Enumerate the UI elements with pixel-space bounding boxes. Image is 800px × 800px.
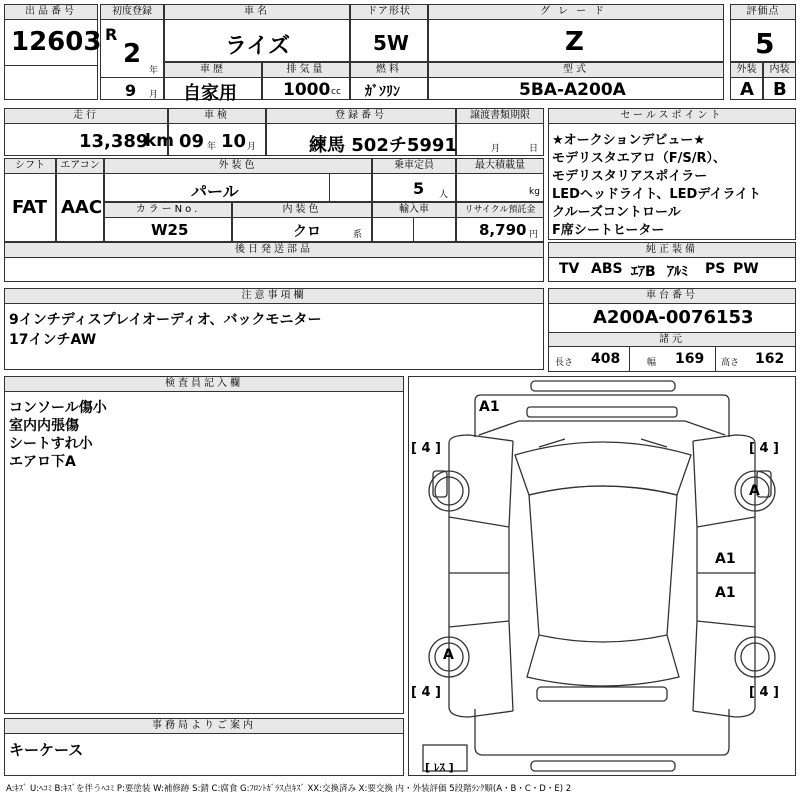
max-load-label: 最大積載量 xyxy=(457,159,543,174)
car-outline-svg xyxy=(409,377,795,775)
legend: A:ｷｽﾞ U:ﾍｺﾐ B:ｷｽﾞを伴うﾍｺﾐ P:要塗装 W:補修跡 S:錆 C:腐食 G:ﾌﾛﾝﾄｶﾞﾗｽ点ｷｽﾞ XX:交換済み X:要交換 内・外装評価 5段階ﾗﾝｸ順(A・B・C・D・E) 2 xyxy=(6,784,572,794)
mileage-label: 走行 xyxy=(5,109,167,124)
notes-box xyxy=(4,288,544,370)
inspection-year: 09 xyxy=(179,131,205,152)
displacement-unit: cc xyxy=(331,87,341,97)
aircon-value: AAC xyxy=(61,197,103,218)
sales-point-line: クルーズコントロール xyxy=(552,205,681,220)
capacity-label: 乗車定員 xyxy=(373,159,455,174)
fuel-value: ｶﾞｿﾘﾝ xyxy=(365,84,400,100)
score-label: 評価点 xyxy=(731,5,795,20)
transfer-label: 譲渡書類期限 xyxy=(457,109,543,124)
dims-length: 408 xyxy=(591,351,621,367)
displacement-box xyxy=(262,62,350,100)
displacement-label: 排気量 xyxy=(263,63,349,78)
history-box xyxy=(164,62,262,104)
model-value: 5BA-A200A xyxy=(519,80,626,100)
inspector-line: コンソール傷小 xyxy=(9,400,107,416)
sales-points-box xyxy=(548,108,796,240)
dims-height-label: 高さ xyxy=(721,358,740,368)
first-reg-label: 初度登録 xyxy=(101,5,163,20)
lot-number: 12603 xyxy=(11,27,102,57)
fuel-box xyxy=(350,62,428,100)
tire-depth-front-left: [ 4 ] xyxy=(411,441,441,456)
sales-points-label: セールスポイント xyxy=(549,109,795,124)
recycle-label: リサイクル預託金 xyxy=(457,203,543,218)
inspection-box xyxy=(168,108,266,156)
ext-color-value: パール xyxy=(191,182,239,201)
sales-point-line: ★オークションデビュー★ xyxy=(552,133,706,148)
first-reg-month: 9 xyxy=(125,81,137,100)
inspector-box xyxy=(4,376,404,714)
mark-rear-door-right: A1 xyxy=(715,585,736,601)
sales-point-line: モデリスタエアロ（F/S/R）、 xyxy=(552,151,726,166)
office-value: キーケース xyxy=(9,741,84,759)
int-color-value: クロ xyxy=(293,224,321,240)
first-reg-box xyxy=(100,4,164,100)
mark-door-right: A1 xyxy=(715,551,736,567)
later-parts-label: 後日発送部品 xyxy=(5,243,543,258)
recycle-unit: 円 xyxy=(529,230,539,240)
equipment-item: PW xyxy=(733,261,759,277)
first-reg-month-unit: 月 xyxy=(149,90,159,100)
sales-point-line: F席シートヒーター xyxy=(552,223,665,238)
mileage-value: 13,389 xyxy=(79,131,149,152)
displacement-value: 1000 xyxy=(283,80,331,100)
chassis-value: A200A-0076153 xyxy=(593,307,754,328)
first-reg-era: R xyxy=(105,25,118,44)
inspection-year-unit: 年 xyxy=(207,142,217,152)
equipment-item: ｴｱB xyxy=(631,264,656,280)
recycle-value: 8,790 xyxy=(479,221,527,239)
spare-tire: [ ﾚｽ ] xyxy=(425,761,454,774)
shift-value: FAT xyxy=(12,197,48,218)
equipment-item: ABS xyxy=(591,261,623,277)
later-parts-box xyxy=(4,242,544,282)
office-label: 事務局よりご案内 xyxy=(5,719,403,734)
office-box xyxy=(4,718,404,776)
import-label: 輸入車 xyxy=(373,203,455,218)
mark-tire-rear-left: A xyxy=(443,647,454,663)
capacity-unit: 人 xyxy=(439,190,449,200)
dims-label: 諸元 xyxy=(549,332,795,347)
registration-value: 練馬 502チ5991 xyxy=(309,135,457,156)
registration-box xyxy=(266,108,456,156)
door-box xyxy=(350,4,428,62)
interior-value: B xyxy=(773,79,787,100)
dims-width: 169 xyxy=(675,351,705,367)
color-no-value: W25 xyxy=(151,221,189,239)
inspector-line: シートすれ小 xyxy=(9,436,93,452)
first-reg-year: 2 xyxy=(123,39,142,69)
exterior-label: 外装 xyxy=(731,63,762,78)
tire-depth-front-right: [ 4 ] xyxy=(749,441,779,456)
color-no-box xyxy=(104,202,232,242)
transfer-box xyxy=(456,108,544,156)
tire-depth-rear-left: [ 4 ] xyxy=(411,685,441,700)
door-value: 5W xyxy=(373,31,409,55)
inspection-month: 10 xyxy=(221,131,247,152)
inspection-label: 車検 xyxy=(169,109,265,124)
fuel-label: 燃料 xyxy=(351,63,427,78)
car-name-box xyxy=(164,4,350,62)
max-load-box xyxy=(456,158,544,202)
car-diagram xyxy=(408,376,796,776)
equipment-item: TV xyxy=(559,261,580,277)
lot-label: 出品番号 xyxy=(5,5,97,20)
model-box xyxy=(428,62,724,100)
color-no-label: カラーNo. xyxy=(105,203,231,218)
exterior-value: A xyxy=(740,79,754,100)
car-name-value: ライズ xyxy=(225,34,291,59)
equipment-box xyxy=(548,242,796,282)
import-box xyxy=(372,202,456,242)
int-color-label: 内装色 xyxy=(233,203,371,218)
grade-box xyxy=(428,4,724,62)
equipment-item: PS xyxy=(705,261,726,277)
capacity-value: 5 xyxy=(413,179,425,198)
equipment-label: 純正装備 xyxy=(549,243,795,258)
score-value: 5 xyxy=(755,27,775,60)
score-box xyxy=(730,4,796,62)
grade-label: グレード xyxy=(429,5,723,20)
recycle-box xyxy=(456,202,544,242)
mileage-box xyxy=(4,108,175,156)
mark-tire-front-right: A xyxy=(749,483,760,499)
mark-front: A1 xyxy=(479,399,500,415)
dims-height: 162 xyxy=(755,351,785,367)
shift-label: シフト xyxy=(5,159,55,174)
notes-line: 17インチAW xyxy=(9,332,97,348)
car-name-label: 車名 xyxy=(165,5,349,20)
shift-box xyxy=(4,158,56,242)
grade-value: Z xyxy=(565,27,584,57)
int-color-unit: 系 xyxy=(353,230,363,240)
inspector-label: 検査員記入欄 xyxy=(5,377,403,392)
dims-length-label: 長さ xyxy=(555,358,574,368)
tire-depth-rear-right: [ 4 ] xyxy=(749,685,779,700)
history-value: 自家用 xyxy=(183,83,237,104)
inspector-line: 室内内張傷 xyxy=(9,418,79,434)
chassis-box xyxy=(548,288,796,372)
aircon-box xyxy=(56,158,104,242)
mileage-unit: km xyxy=(145,131,175,151)
sales-point-line: LEDヘッドライト、LEDデイライト xyxy=(552,187,762,202)
ext-color-label: 外装色 xyxy=(105,159,371,174)
interior-label: 内装 xyxy=(764,63,795,78)
int-color-box xyxy=(232,202,372,242)
notes-line: 9インチディスプレイオーディオ、バックモニター xyxy=(9,312,322,328)
first-reg-year-unit: 年 xyxy=(149,66,159,76)
registration-label: 登録番号 xyxy=(267,109,455,124)
inspector-line: エアロ下A xyxy=(9,454,76,470)
transfer-month-unit: 月 xyxy=(491,144,501,154)
interior-box xyxy=(763,62,796,100)
chassis-label: 車台番号 xyxy=(549,289,795,304)
transfer-day-unit: 日 xyxy=(529,144,539,154)
ext-color-box xyxy=(104,158,372,202)
aircon-label: エアコン xyxy=(57,159,103,174)
exterior-box xyxy=(730,62,763,100)
inspection-month-unit: 月 xyxy=(247,142,257,152)
max-load-unit: kg xyxy=(529,187,540,197)
capacity-box xyxy=(372,158,456,202)
dims-width-label: 幅 xyxy=(647,358,657,368)
equipment-item: ｱﾙﾐ xyxy=(667,264,688,280)
door-label: ドア形状 xyxy=(351,5,427,20)
lot-box xyxy=(4,4,102,100)
history-label: 車歴 xyxy=(165,63,261,78)
sales-point-line: モデリスタリアスポイラー xyxy=(552,169,708,184)
model-label: 型式 xyxy=(429,63,723,78)
notes-label: 注意事項欄 xyxy=(5,289,543,304)
